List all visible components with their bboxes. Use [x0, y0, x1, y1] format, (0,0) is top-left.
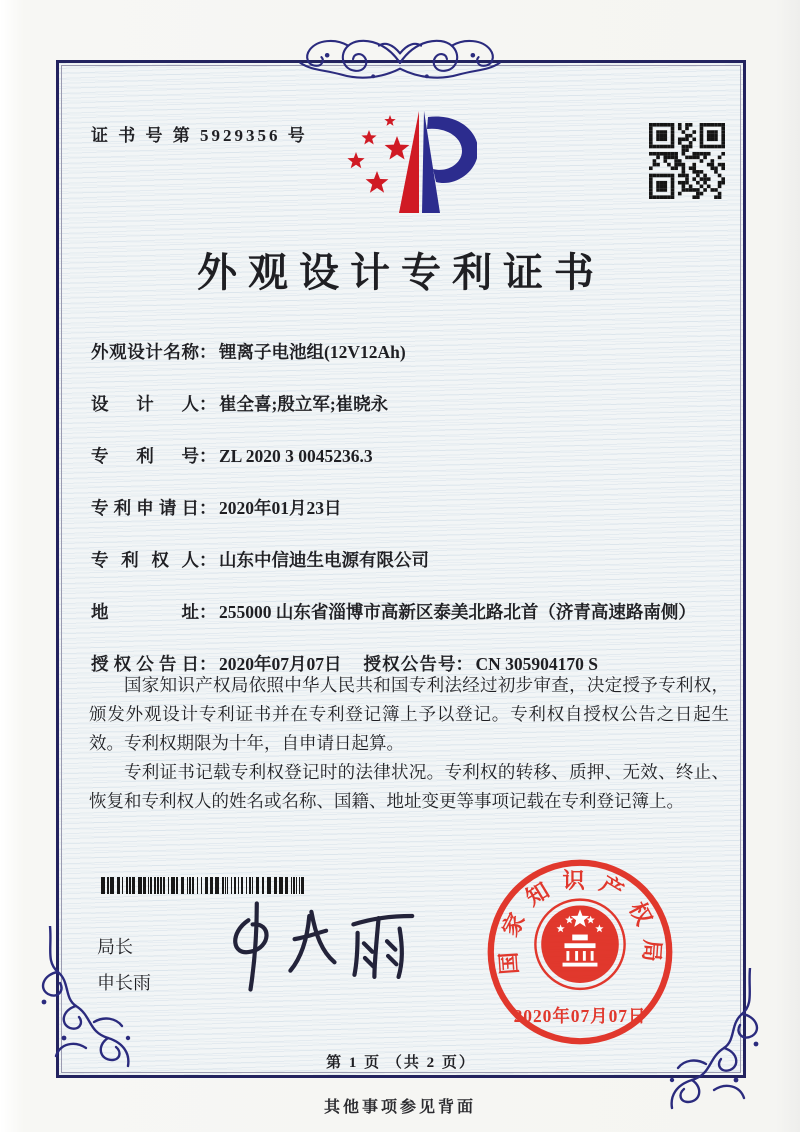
bottom-left-ornament [34, 926, 146, 1068]
field-label: 专利申请日 [91, 498, 199, 518]
qr-code [649, 123, 725, 199]
official-seal [483, 855, 677, 1049]
field-patent-number [91, 443, 731, 469]
field-value: 山东中信迪生电源有限公司 [219, 550, 429, 570]
field-colon: ： [199, 446, 217, 466]
reverse-side-note: 其他事项参见背面 [323, 1099, 476, 1116]
field-label: 地址 [91, 602, 199, 622]
field-value: CN 305904170 S [475, 654, 599, 674]
logo-star-icon [385, 136, 410, 160]
field-colon: ： [199, 550, 217, 570]
field-colon: ： [199, 342, 217, 362]
director-name: 申长雨 [97, 973, 151, 993]
legal-paragraph: 国家知识产权局依照中华人民共和国专利法经过初步审查，决定授予专利权，颁发外观设计专利证书并在专利登记簿上予以登记。专利权自授权公告之日起生效。专利权期限为十年，自申请日起算。 [89, 675, 729, 753]
cnipa-logo-icon [341, 107, 477, 219]
certificate-title: 外观设计专利证书 [197, 250, 605, 295]
field-colon: ： [199, 498, 217, 518]
field-value: 崔全喜;殷立军;崔晓永 [219, 394, 389, 414]
field-address [91, 599, 731, 625]
director-signature [219, 897, 429, 997]
field-colon: ： [199, 602, 217, 622]
seal-text: 国家知识产权局 [494, 868, 666, 976]
logo-star-icon [384, 115, 395, 126]
logo-red-wedge [399, 111, 419, 213]
legal-paragraph: 专利证书记载专利权登记时的法律状况。专利权的转移、质押、无效、终止、恢复和专利权人的姓名或名称、国籍、地址变更等事项记载在专利登记簿上。 [89, 762, 729, 811]
field-colon: ： [199, 394, 217, 414]
logo-blue-bowl [427, 117, 477, 183]
field-design-name [91, 339, 731, 365]
field-patentee [91, 547, 731, 573]
legal-text-block [89, 671, 729, 816]
field-value: 2020年07月07日 [219, 654, 342, 674]
director-title: 局长 [97, 937, 133, 957]
field-colon: ： [199, 654, 217, 674]
seal-date: 2020年07月07日 [513, 1005, 647, 1026]
field-label: 设计人 [91, 394, 199, 414]
field-value: ZL 2020 3 0045236.3 [219, 446, 373, 466]
field-value: 255000 山东省淄博市高新区泰美北路北首（济青高速路南侧） [219, 602, 696, 622]
field-label: 授权公告日 [91, 654, 199, 674]
top-border-ornament [285, 34, 515, 88]
field-label: 授权公告号 [363, 654, 456, 674]
barcode [101, 877, 307, 894]
certificate-frame [56, 60, 746, 1078]
field-label: 专利号 [91, 446, 199, 466]
certificate-number: 证 书 号 第 5929356 号 [91, 126, 308, 145]
field-filing-date [91, 495, 731, 521]
field-designer [91, 391, 731, 417]
field-colon: ： [455, 654, 473, 674]
bottom-right-ornament [654, 968, 766, 1110]
logo-star-icon [366, 171, 389, 193]
field-label: 外观设计名称 [91, 342, 199, 362]
fields-block [91, 339, 731, 677]
page-number: 第 1 页 （共 2 页） [326, 1055, 476, 1071]
logo-star-icon [347, 152, 364, 168]
field-value: 锂离子电池组(12V12Ah) [219, 342, 406, 362]
field-label: 专利权人 [91, 550, 199, 570]
logo-star-icon [361, 130, 376, 145]
national-emblem-icon [535, 900, 624, 989]
field-value: 2020年01月23日 [219, 498, 342, 518]
